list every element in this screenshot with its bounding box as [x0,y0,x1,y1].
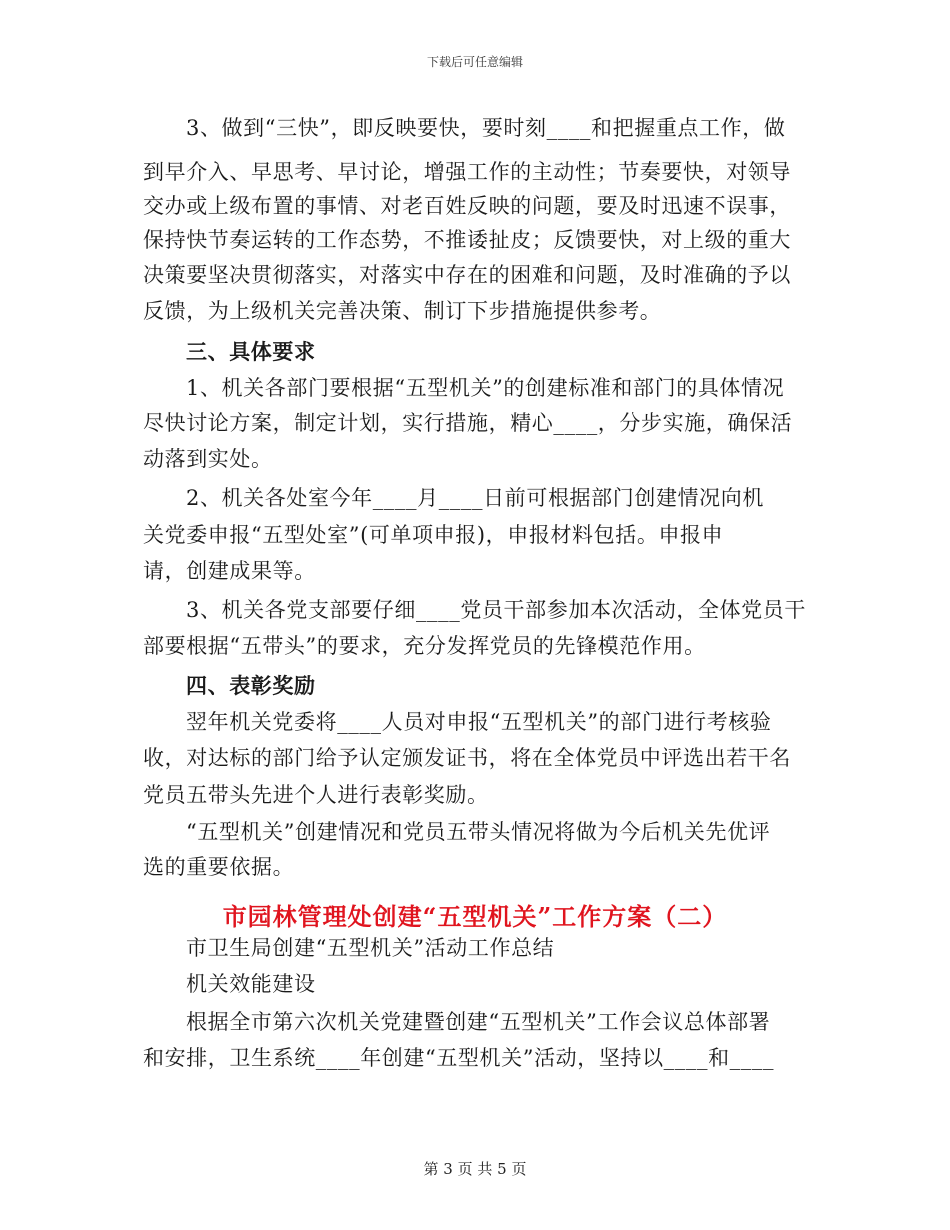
paragraph-line: 关党委申报“五型处室”(可单项申报)，申报材料包括。申报申 [143,523,724,547]
paragraph-line: 请，创建成果等。 [143,559,316,583]
paragraph-line: 决策要坚决贯彻落实，对落实中存在的困难和问题，及时准确的予以 [143,263,791,287]
paragraph-line: 3、做到“三快”，即反映要快，要时刻____和把握重点工作，做 [186,116,786,140]
paragraph-line: “五型机关”创建情况和党员五带头情况将做为今后机关先优评 [186,820,771,844]
paragraph-line: 到早介入、早思考、早讨论，增强工作的主动性；节奏要快，对领导 [143,160,791,184]
paragraph-line: 尽快讨论方案，制定计划，实行措施，精心____，分步实施，确保活 [143,411,793,435]
paragraph-line: 部要根据“五带头”的要求，充分发挥党员的先锋模范作用。 [143,634,706,658]
section-heading: 四、表彰奖励 [186,673,316,698]
page-footer: 第 3 页 共 5 页 [423,1160,527,1178]
paragraph-line: 和安排，卫生系统____年创建“五型机关”活动，坚持以____和____ [143,1046,775,1070]
paragraph-line: 选的重要依据。 [143,855,295,879]
section-heading: 三、具体要求 [186,339,316,364]
paragraph-line: 反馈，为上级机关完善决策、制订下步措施提供参考。 [143,299,662,323]
paragraph-line: 根据全市第六次机关党建暨创建“五型机关”工作会议总体部署 [186,1010,771,1034]
paragraph-line: 交办或上级布置的事情、对老百姓反映的问题，要及时迅速不误事， [143,194,791,218]
paragraph-line: 市卫生局创建“五型机关”活动工作总结 [186,936,555,960]
paragraph-line: 翌年机关党委将____人员对申报“五型机关”的部门进行考核验 [186,710,772,734]
paragraph-line: 2、机关各处室今年____月____日前可根据部门创建情况向机 [186,486,764,510]
paragraph-line: 1、机关各部门要根据“五型机关”的创建标准和部门的具体情况 [186,376,785,400]
paragraph-line: 3、机关各党支部要仔细____党员干部参加本次活动，全体党员干 [186,598,806,622]
paragraph-line: 机关效能建设 [186,972,316,996]
document-title: 市园林管理处创建“五型机关”工作方案（二） [222,902,728,931]
page-header-note: 下载后可任意编辑 [426,55,523,69]
paragraph-line: 党员五带头先进个人进行表彰奖励。 [143,783,489,807]
paragraph-line: 保持快节奏运转的工作态势，不推诿扯皮；反馈要快，对上级的重大 [143,228,791,252]
paragraph-line: 动落到实处。 [143,447,273,471]
paragraph-line: 收，对达标的部门给予认定颁发证书，将在全体党员中评选出若干名 [143,746,791,770]
